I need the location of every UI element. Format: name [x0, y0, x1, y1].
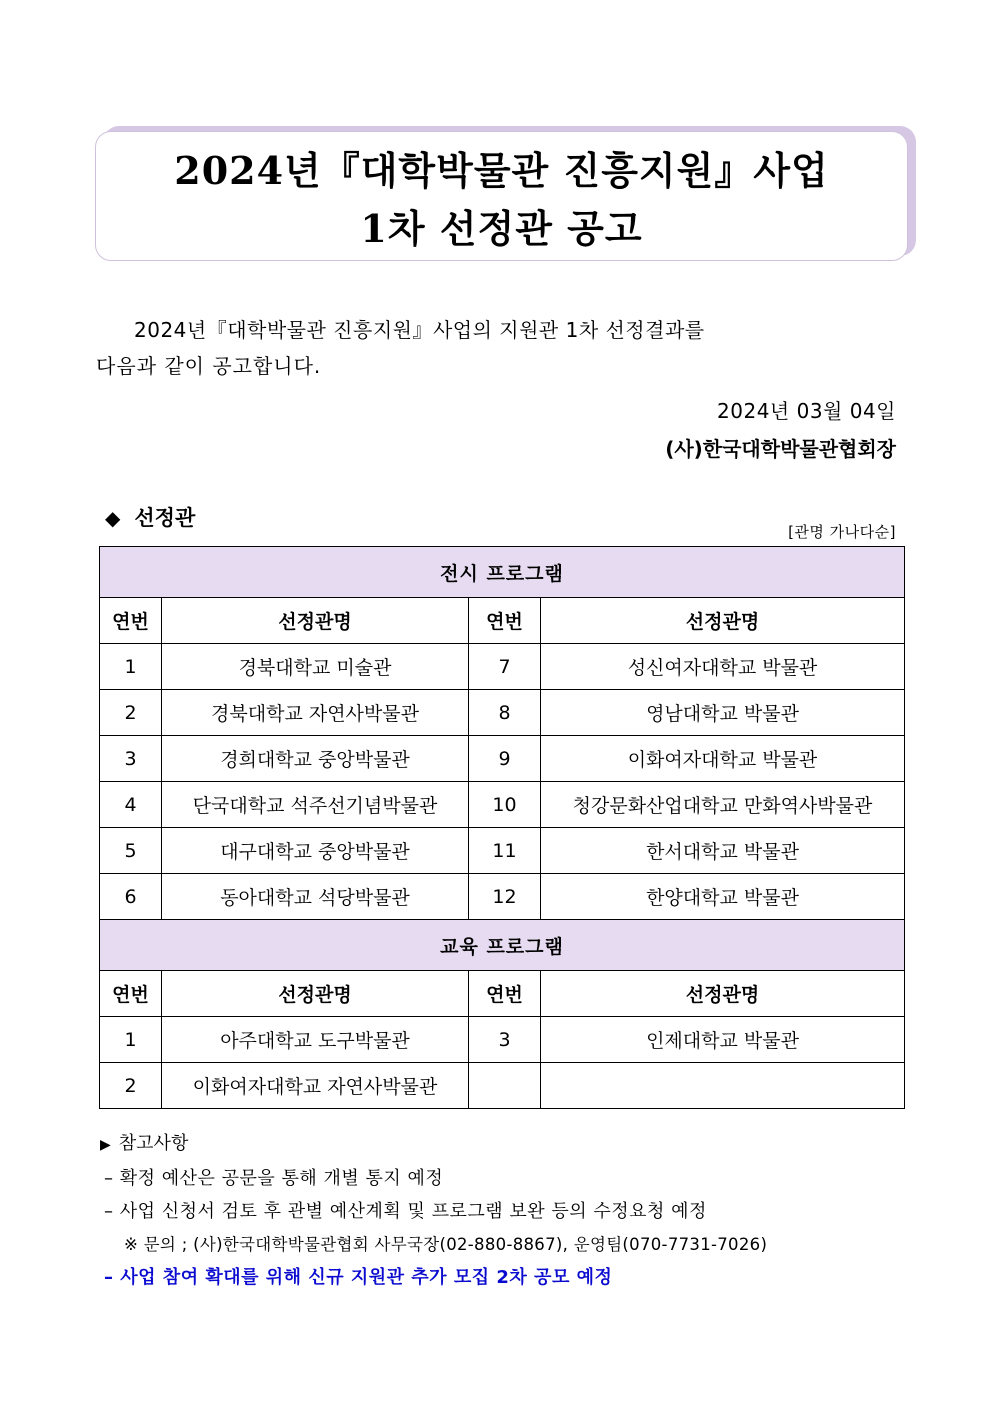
section-title: 선정관: [134, 506, 196, 530]
row-no: [469, 1063, 541, 1109]
highlight-note: – 사업 참여 확대를 위해 신규 지원관 추가 모집 2차 공모 예정: [104, 1267, 613, 1288]
education-band-row: [100, 920, 905, 971]
museum-name: 한서대학교 박물관: [541, 828, 905, 874]
row-no: 1: [100, 644, 162, 690]
notes-section: [100, 1127, 767, 1294]
row-no: 3: [469, 1017, 541, 1063]
museum-name: 경희대학교 중앙박물관: [162, 736, 469, 782]
column-header-no: 연번: [469, 971, 541, 1017]
museum-name: 청강문화산업대학교 만화역사박물관: [541, 782, 905, 828]
column-header-name: 선정관명: [541, 598, 905, 644]
exhibition-program-title: 전시 프로그램: [100, 547, 905, 598]
museum-name: 영남대학교 박물관: [541, 690, 905, 736]
museum-name: 단국대학교 석주선기념박물관: [162, 782, 469, 828]
organization-name: (사)한국대학박물관협회장: [665, 437, 896, 461]
museum-name: 이화여자대학교 박물관: [541, 736, 905, 782]
table-row: [100, 644, 905, 690]
table-row: [100, 782, 905, 828]
row-no: 10: [469, 782, 541, 828]
column-header-no: 연번: [469, 598, 541, 644]
row-no: 9: [469, 736, 541, 782]
intro-line-1: 2024년『대학박물관 진흥지원』사업의 지원관 1차 선정결과를: [134, 318, 705, 342]
intro-line-2: 다음과 같이 공고합니다.: [96, 354, 322, 378]
diamond-bullet-icon: ◆: [105, 506, 121, 530]
museum-name: 경북대학교 자연사박물관: [162, 690, 469, 736]
row-no: 3: [100, 736, 162, 782]
museum-name: 성신여자대학교 박물관: [541, 644, 905, 690]
table-row: [100, 1017, 905, 1063]
row-no: 4: [100, 782, 162, 828]
table-header-row: [100, 971, 905, 1017]
note-item: – 사업 신청서 검토 후 관별 예산계획 및 프로그램 보완 등의 수정요청 예정: [104, 1201, 707, 1222]
table-row: [100, 690, 905, 736]
table-header-row: [100, 598, 905, 644]
museum-name: 한양대학교 박물관: [541, 874, 905, 920]
museum-name: 아주대학교 도구박물관: [162, 1017, 469, 1063]
table-row: [100, 828, 905, 874]
row-no: 7: [469, 644, 541, 690]
museum-name: 대구대학교 중앙박물관: [162, 828, 469, 874]
table-row: [100, 736, 905, 782]
triangle-bullet-icon: ▶: [100, 1137, 111, 1153]
title-line-2: 1차 선정관 공고: [360, 206, 643, 251]
notes-heading: [100, 1127, 767, 1162]
title-line-1: 2024년『대학박물관 진흥지원』사업: [174, 148, 829, 193]
notes-title: 참고사항: [118, 1133, 189, 1154]
announcement-date: 2024년 03월 04일: [717, 399, 896, 423]
table-row: [100, 874, 905, 920]
education-program-title: 교육 프로그램: [100, 920, 905, 971]
row-no: 8: [469, 690, 541, 736]
intro-paragraph: [96, 312, 896, 384]
column-header-name: 선정관명: [162, 598, 469, 644]
title-box: [95, 131, 908, 261]
row-no: 6: [100, 874, 162, 920]
museum-name: [541, 1063, 905, 1109]
selection-table: [99, 546, 905, 1109]
column-header-name: 선정관명: [162, 971, 469, 1017]
column-header-no: 연번: [100, 971, 162, 1017]
exhibition-band-row: [100, 547, 905, 598]
row-no: 5: [100, 828, 162, 874]
section-heading: [105, 502, 195, 532]
note-item: – 확정 예산은 공문을 통해 개별 통지 예정: [104, 1168, 444, 1189]
row-no: 2: [100, 1063, 162, 1109]
sort-note: [관명 가나다순]: [788, 523, 896, 541]
museum-name: 경북대학교 미술관: [162, 644, 469, 690]
row-no: 1: [100, 1017, 162, 1063]
contact-info: ※ 문의 ; (사)한국대학박물관협회 사무국장(02-880-8867), 운영팀(070-7731-7026): [124, 1235, 768, 1254]
row-no: 12: [469, 874, 541, 920]
row-no: 2: [100, 690, 162, 736]
museum-name: 인제대학교 박물관: [541, 1017, 905, 1063]
column-header-name: 선정관명: [541, 971, 905, 1017]
museum-name: 동아대학교 석당박물관: [162, 874, 469, 920]
museum-name: 이화여자대학교 자연사박물관: [162, 1063, 469, 1109]
column-header-no: 연번: [100, 598, 162, 644]
table-row: [100, 1063, 905, 1109]
row-no: 11: [469, 828, 541, 874]
